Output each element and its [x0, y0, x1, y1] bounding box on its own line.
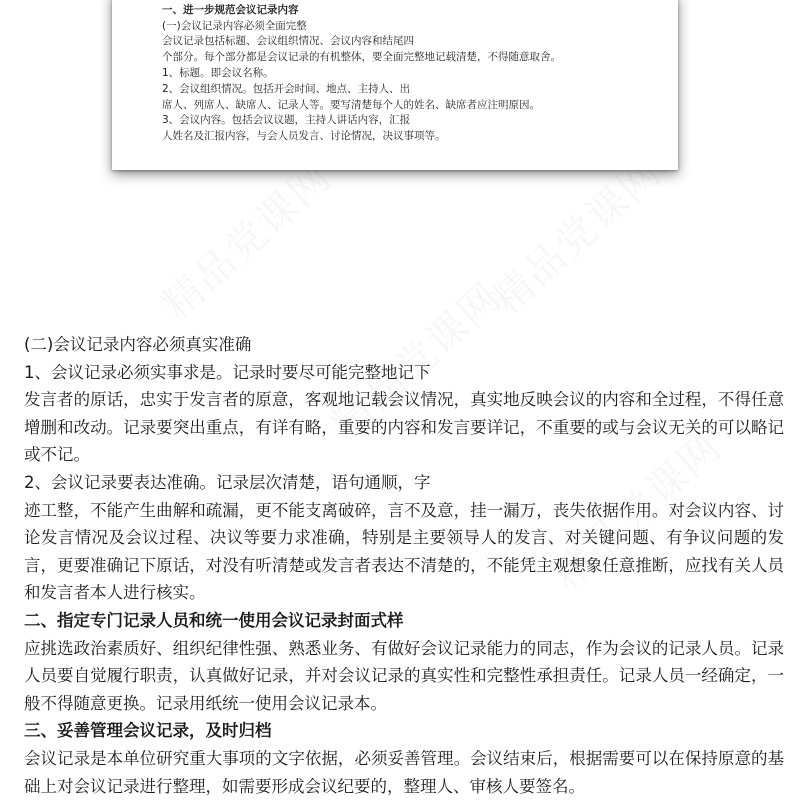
item-body: 迹工整，不能产生曲解和疏漏，更不能支离破碎，言不及意，挂一漏万，丧失依据作用。对会议内容、讨论发言情况及会议过程、决议等要力求准确，特别是主要领导人的发言、对关键问题、有争议问题的发言，更要准确记下原话，对没有听清楚或发言者表达不清楚的，不能凭主观想象任意推断，应找有关人员和发言者本人进行核实。 — [24, 500, 784, 603]
section-heading: 二、指定专门记录人员和统一使用会议记录封面式样 — [24, 610, 404, 630]
item-lead: 2、会议记录要表达准确。记录层次清楚，语句通顺，字 — [24, 472, 431, 492]
item-lead: 1、会议记录必须实事求是。记录时要尽可能完整地记下 — [24, 362, 431, 382]
preview-line: 1、标题。即会议名称。 — [162, 66, 274, 79]
watermark: 精品党课网 — [483, 148, 671, 324]
preview-line: 会议记录包括标题、会议组织情况、会议内容和结尾四 — [162, 35, 414, 48]
watermark: 精品党课网 — [323, 273, 511, 449]
section-heading: 三、妥善管理会议记录，及时归档 — [24, 721, 272, 741]
preview-line: 3、会议内容。包括会议议题，主持人讲话内容，汇报 — [162, 114, 411, 127]
preview-line: 席人、列席人、缺席人、记录人等。要写清楚每个人的姓名、缺席者应注明原因。 — [162, 98, 540, 111]
article-body — [24, 331, 784, 800]
watermark: 精品党课网 — [153, 153, 341, 329]
preview-line: 人姓名及汇报内容，与会人员发言、讨论情况，决议事项等。 — [162, 130, 446, 143]
preview-line: (一)会议记录内容必须全面完整 — [162, 19, 307, 32]
section-title: (二)会议记录内容必须真实准确 — [24, 335, 252, 354]
item-body: 发言者的原话，忠实于发言者的原意，客观地记载会议情况，真实地反映会议的内容和全过程，不得任意增删和改动。记录要突出重点，有详有略，重要的内容和发言要详记，不重要的或与会议无关的可以略记或不记。 — [24, 390, 784, 465]
preview-line: 2、会议组织情况。包括开会时间、地点、主持人、出 — [162, 82, 411, 95]
preview-heading: 一、进一步规范会议记录内容 — [162, 3, 299, 16]
document-preview-text — [162, 0, 658, 145]
section-body: 应挑选政治素质好、组织纪律性强、熟悉业务、有做好会议记录能力的同志，作为会议的记录人员。记录人员要自觉履行职责，认真做好记录，并对会议记录的真实性和完整性承担责任。记录人员一经确定，一般不得随意更换。记录用纸统一使用会议记录本。 — [24, 638, 784, 713]
preview-line: 个部分。每个部分都是会议记录的有机整体，要全面完整地记载清楚，不得随意取舍。 — [162, 51, 561, 64]
document-preview-card — [112, 0, 678, 170]
watermark: 精品党课网 — [543, 423, 731, 599]
section-body: 会议记录是本单位研究重大事项的文字依据，必须妥善管理。会议结束后，根据需要可以在保持原意的基础上对会议记录进行整理，如需要形成会议纪要的，整理人、审核人要签名。 — [24, 748, 784, 796]
